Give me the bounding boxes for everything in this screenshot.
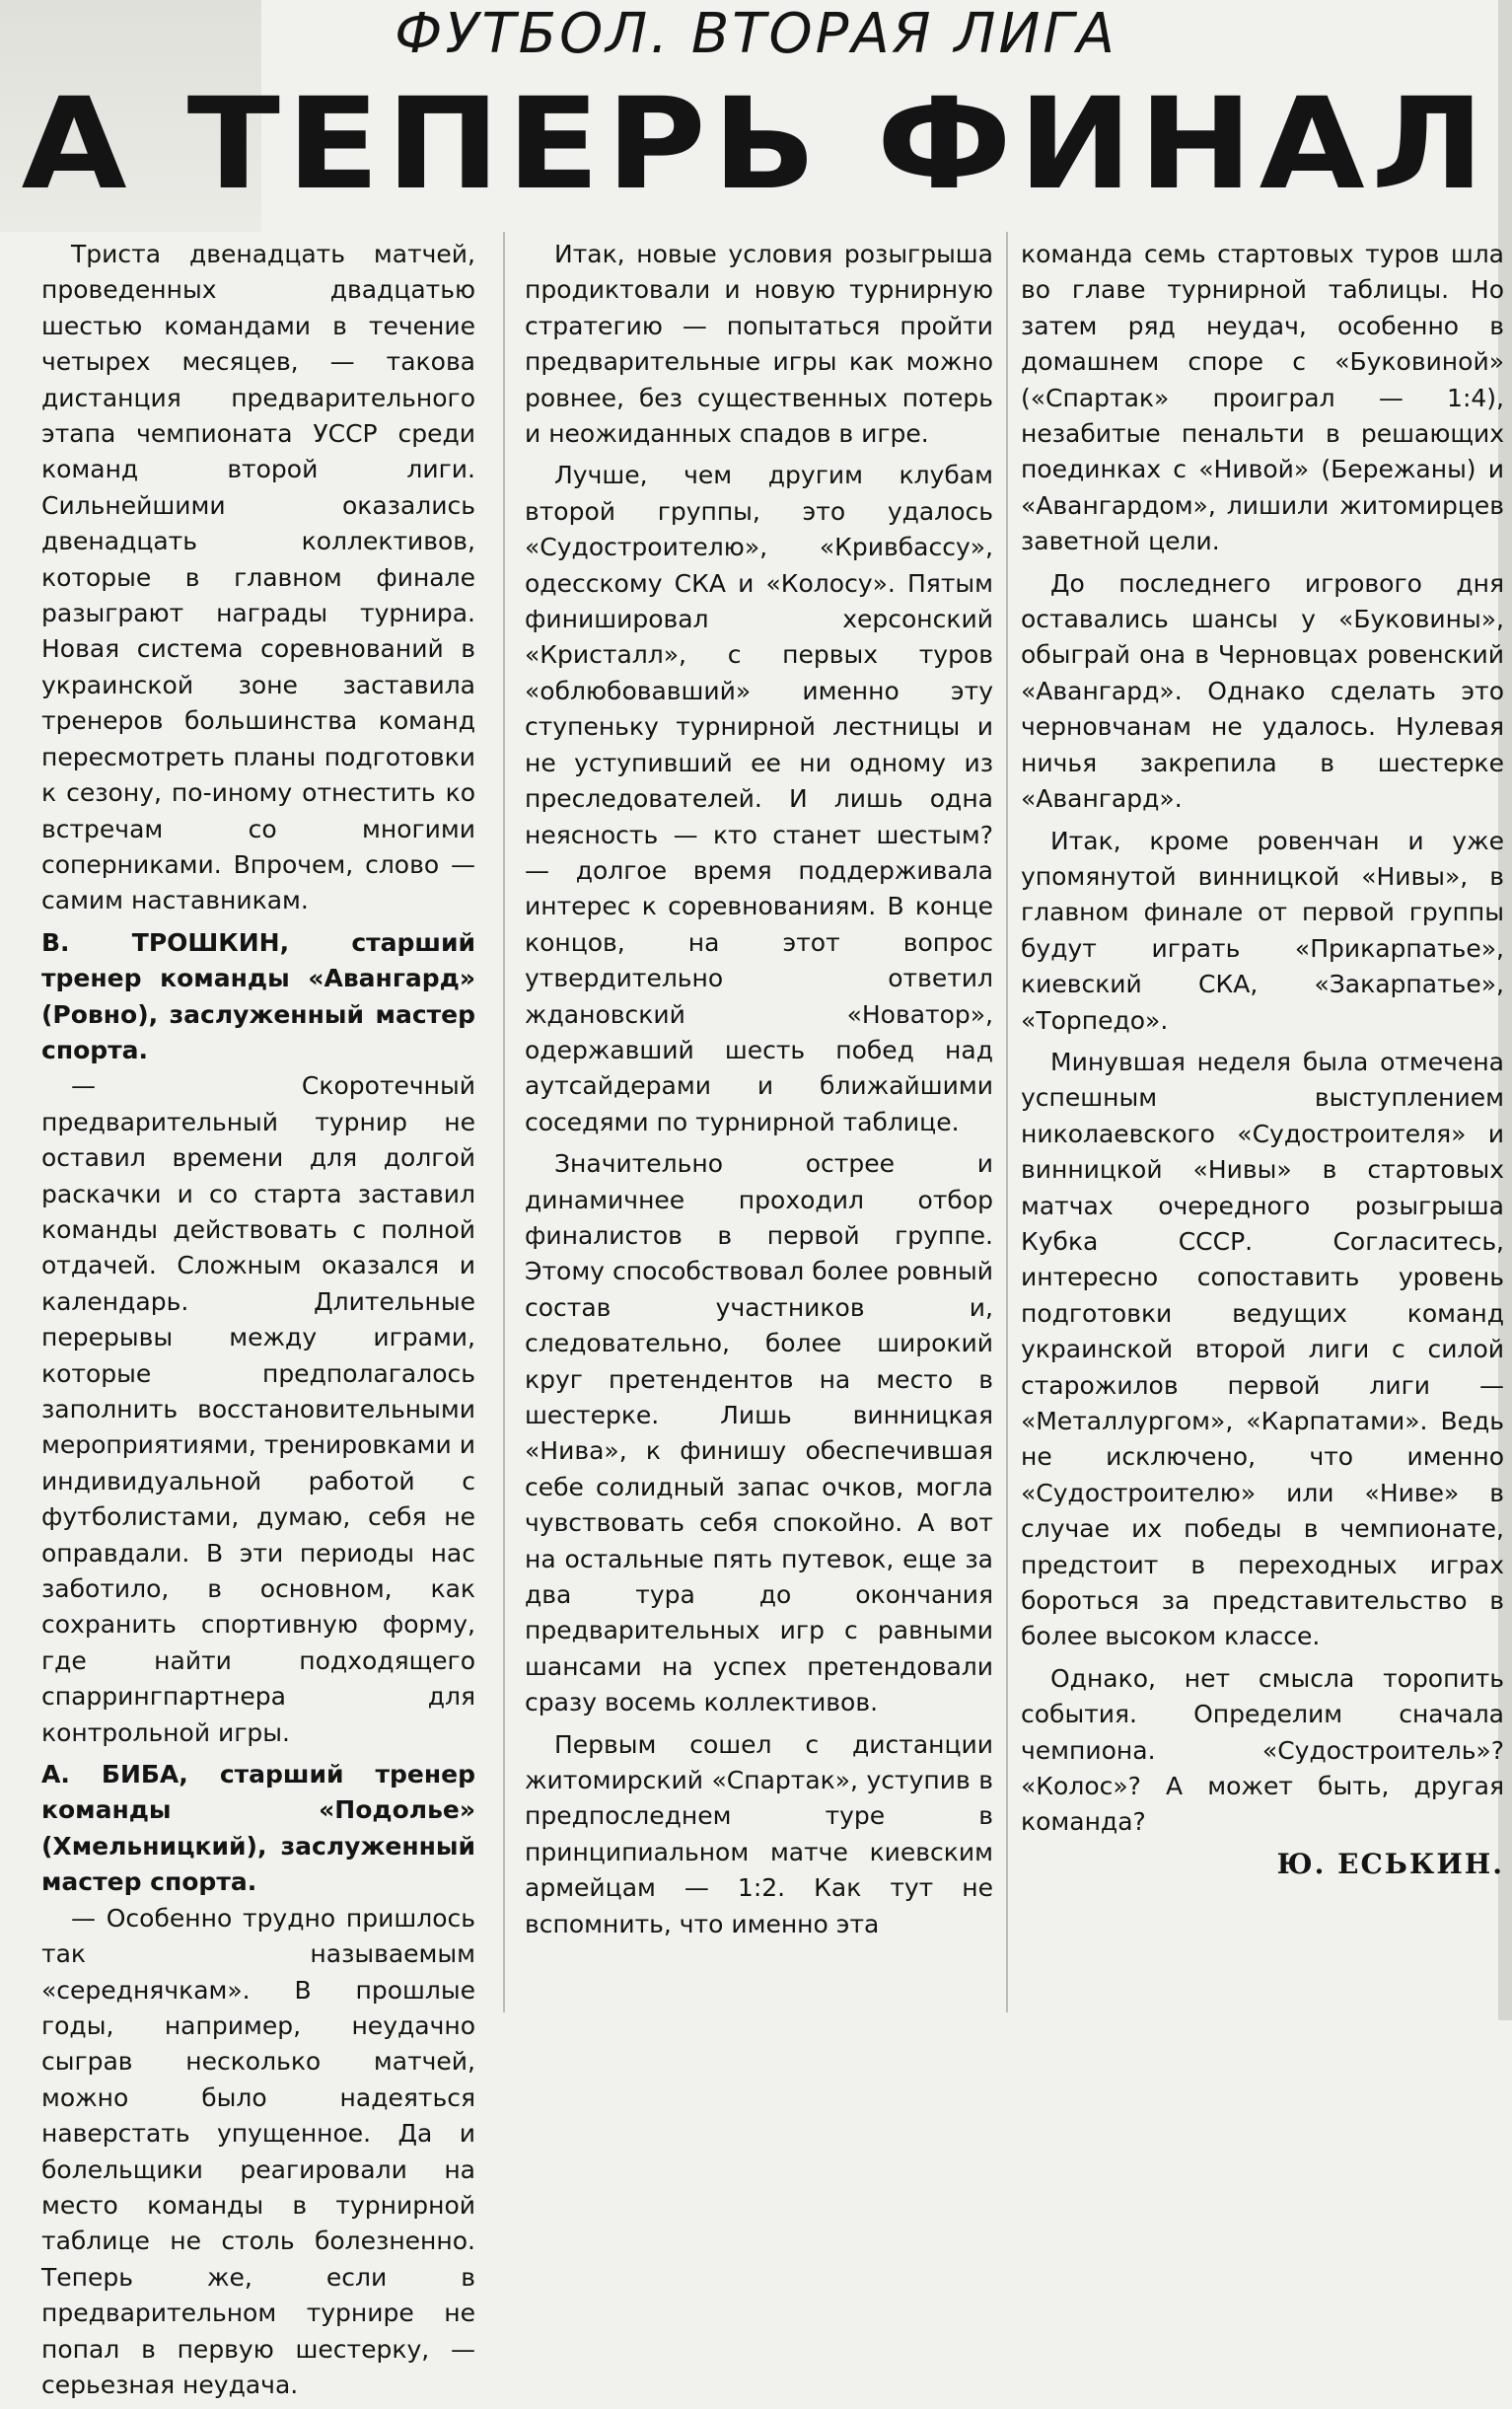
author-signature: Ю. ЕСЬКИН.: [1276, 1847, 1504, 1880]
paragraph: До последнего игрового дня оставались шансы у «Буковины», обыграй она в Черновцах ровенский «Авангард». Однако сделать это черновчанам не удалось. Нулевая ничья закрепила в шестерке «Авангард».: [1021, 568, 1504, 814]
paragraph: Итак, кроме ровенчан и уже упомянутой винницкой «Нивы», в главном финале от первой группы будут играть «Прикарпатье», киевский СКА, «Закарпатье», «Торпедо».: [1021, 826, 1504, 1035]
headline: А ТЕПЕРЬ ФИНАЛ: [21, 71, 1491, 218]
speaker-intro: В. ТРОШКИН, старший тренер команды «Авангард» (Ровно), заслуженный мастер спорта.: [41, 927, 475, 1064]
article-column-3: [1021, 237, 1504, 1882]
paragraph: команда семь стартовых туров шла во главе турнирной таблицы. Но затем ряд неудач, особенно в домашнем споре с «Буковиной» («Спартак» проиграл — 1:4), незабитые пенальти в решающих поединках с «Нивой» (Бережаны) и «Авангардом», лишили житомирцев заветной цели.: [1021, 240, 1504, 556]
column-divider: [503, 232, 505, 2012]
article-column-1: [41, 237, 475, 2409]
paragraph: Итак, новые условия розыгрыша продиктовали и новую турнирную стратегию — попытаться пройти предварительные игры как можно ровнее, без существенных потерь и неожиданных спадов в игре.: [525, 240, 993, 449]
article-column-2: [525, 237, 993, 1948]
paragraph: Однако, нет смысла торопить события. Определим сначала чемпиона. «Судостроитель»? «Колос»? А может быть, другая команда?: [1021, 1663, 1504, 1837]
paragraph: — Особенно трудно пришлось так называемым «середнячкам». В прошлые годы, например, неудачно сыграв несколько матчей, можно было надеяться наверстать упущенное. Да и болельщики реагировали на место команды в турнирной таблице не столь болезненно. Теперь же, если в предварительном турнире не попал в первую шестерку, — серьезная неудача.: [41, 1903, 475, 2399]
column-divider: [1006, 232, 1008, 2012]
paragraph: Лучше, чем другим клубам второй группы, это удалось «Судостроителю», «Кривбассу», одесскому СКА и «Колосу». Пятым финишировал херсонский «Кристалл», с первых туров «облюбовавший» именно эту ступеньку турнирной лестницы и не уступивший ее ни одному из преследователей. И лишь одна неясность — кто станет шестым? — долгое время поддерживала интерес к соревнованиям. В конце концов, на этот вопрос утвердительно ответил ждановский «Новатор», одержавший шесть побед над аутсайдерами и ближайшими соседями по турнирной таблице.: [525, 461, 993, 1136]
section-kicker: ФУТБОЛ. ВТОРАЯ ЛИГА: [395, 2, 1117, 66]
speaker-intro: А. БИБА, старший тренер команды «Подолье» (Хмельницкий), заслуженный мастер спорта.: [41, 1760, 475, 1897]
paragraph: Значительно острее и динамичнее проходил отбор финалистов в первой группе. Этому способствовал более ровный состав участников и, следовательно, более широкий круг претендентов на место в шестерке. Лишь винницкая «Нива», к финишу обеспечившая себе солидный запас очков, могла чувствовать себя спокойно. А вот на остальные пять путевок, еще за два тура до окончания предварительных игр с равными шансами на успех претендовали сразу восемь коллективов.: [525, 1149, 993, 1717]
paragraph: Минувшая неделя была отмечена успешным выступлением николаевского «Судостроителя» и винницкой «Нивы» в стартовых матчах очередного розыгрыша Кубка СССР. Согласитесь, интересно сопоставить уровень подготовки ведущих команд украинской второй лиги с силой старожилов первой лиги — «Металлургом», «Карпатами». Ведь не исключено, что именно «Судостроителю» или «Ниве» в случае их победы в чемпионате, предстоит в переходных играх бороться за представительство в более высоком классе.: [1021, 1047, 1504, 1651]
paragraph: Триста двенадцать матчей, проведенных двадцатью шестью командами в течение четырех месяцев, — такова дистанция предварительного этапа чемпионата УССР среди команд второй лиги. Сильнейшими оказались двенадцать коллективов, которые в главном финале разыграют награды турнира. Новая система соревнований в украинской зоне заставила тренеров большинства команд пересмотреть планы подготовки к сезону, по-иному отнестить ко встречам со многими соперниками. Впрочем, слово — самим наставникам.: [41, 240, 475, 915]
paragraph: Первым сошел с дистанции житомирский «Спартак», уступив в предпоследнем туре в принципиальном матче киевским армейцам — 1:2. Как тут не вспомнить, что именно эта: [525, 1729, 993, 1938]
paragraph: — Скоротечный предварительный турнир не оставил времени для долгой раскачки и со старта заставил команды действовать с полной отдачей. Сложным оказался и календарь. Длительные перерывы между играми, которые предполагалось заполнить восстановительными мероприятиями, тренировками и индивидуальной работой с футболистами, думаю, себя не оправдали. В эти периоды нас заботило, в основном, как сохранить спортивную форму, где найти подходящего спаррингпартнера для контрольной игры.: [41, 1071, 475, 1747]
